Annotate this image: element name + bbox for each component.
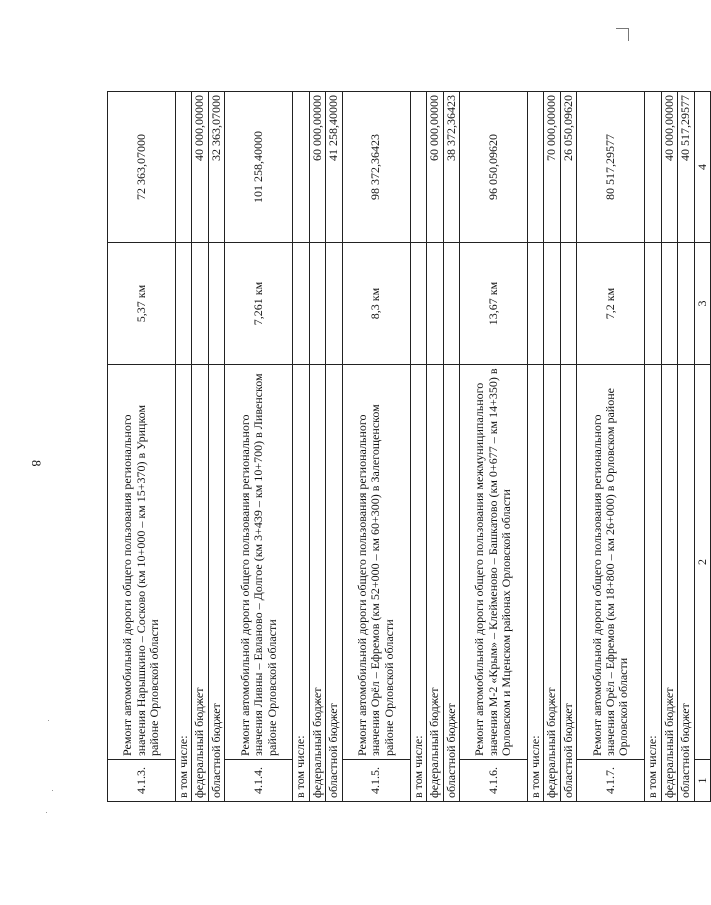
empty-cell	[208, 243, 224, 365]
table-row	[560, 92, 576, 802]
column-number-4: 4	[694, 92, 710, 243]
empty-cell	[176, 243, 192, 365]
row-number: 4.1.4.	[225, 760, 293, 802]
column-number-2: 2	[694, 365, 710, 760]
empty-cell	[645, 243, 661, 365]
empty-cell	[661, 243, 677, 365]
table-row	[108, 92, 176, 802]
empty-cell	[309, 243, 325, 365]
regional-budget-label: областной бюджет	[560, 365, 576, 802]
empty-cell	[192, 243, 208, 365]
empty-cell	[326, 243, 342, 365]
table-row	[678, 92, 694, 802]
table-row	[342, 92, 410, 802]
in-that-label: в том числе:	[527, 365, 543, 802]
rotated-table-container	[107, 92, 709, 802]
federal-budget-label: федеральный бюджет	[661, 365, 677, 802]
corner-crop-mark	[616, 28, 629, 41]
table-row	[410, 92, 426, 802]
scan-speck	[52, 790, 53, 791]
federal-budget-amount: 60 000,00000	[427, 92, 443, 243]
table-row	[309, 92, 325, 802]
road-description: Ремонт автомобильной дороги общего пользования регионального значения Ливны – Евланово – Долгое (км 3+439 – км 10+700) в Ливенском районе Орловской области	[225, 365, 293, 760]
total-amount: 98 372,36423	[342, 92, 410, 243]
road-description: Ремонт автомобильной дороги общего пользования регионального значения Орёл – Ефремов (км 52+000 – км 60+300) в Залегощенском районе Орловской области	[342, 365, 410, 760]
federal-budget-label: федеральный бюджет	[192, 365, 208, 802]
table-row	[293, 92, 309, 802]
column-number-row	[694, 92, 710, 802]
empty-cell	[293, 92, 309, 243]
road-length: 7,261 км	[225, 243, 293, 365]
table-row	[645, 92, 661, 802]
row-number: 4.1.3.	[108, 760, 176, 802]
road-length: 13,67 км	[459, 243, 527, 365]
regional-budget-label: областной бюджет	[208, 365, 224, 802]
federal-budget-amount: 60 000,00000	[309, 92, 325, 243]
road-length: 5,37 км	[108, 243, 176, 365]
road-description: Ремонт автомобильной дороги общего пользования регионального значения Орёл – Ефремов (км 18+800 – км 26+000) в Орловском районе Орловской области	[577, 365, 645, 760]
table-row	[208, 92, 224, 802]
column-number-1: 1	[694, 760, 710, 802]
regional-budget-label: областной бюджет	[443, 365, 459, 802]
federal-budget-label: федеральный бюджет	[544, 365, 560, 802]
regional-budget-amount: 40 517,29577	[678, 92, 694, 243]
table-row	[192, 92, 208, 802]
empty-cell	[410, 243, 426, 365]
in-that-label: в том числе:	[293, 365, 309, 802]
column-number-3: 3	[694, 243, 710, 365]
table-row	[225, 92, 293, 802]
regional-budget-label: областной бюджет	[326, 365, 342, 802]
total-amount: 101 258,40000	[225, 92, 293, 243]
empty-cell	[527, 92, 543, 243]
row-number: 4.1.6.	[459, 760, 527, 802]
row-number: 4.1.7.	[577, 760, 645, 802]
road-description: Ремонт автомобильной дороги общего пользования межмуниципального значения М-2 «Крым» – Клейменово – Башкатово (км 0+677 – км 14+350) в Орловском и Мценском районах Орловской области	[459, 365, 527, 760]
empty-cell	[544, 243, 560, 365]
federal-budget-label: федеральный бюджет	[427, 365, 443, 802]
table-row	[577, 92, 645, 802]
page-number: 8	[29, 460, 44, 467]
federal-budget-amount: 70 000,00000	[544, 92, 560, 243]
regional-budget-amount: 41 258,40000	[326, 92, 342, 243]
empty-cell	[176, 92, 192, 243]
in-that-label: в том числе:	[645, 365, 661, 802]
regional-budget-amount: 32 363,07000	[208, 92, 224, 243]
table-row	[443, 92, 459, 802]
table-row	[544, 92, 560, 802]
table-row	[326, 92, 342, 802]
road-repair-budget-table	[107, 91, 711, 802]
table-row	[459, 92, 527, 802]
empty-cell	[293, 243, 309, 365]
in-that-label: в том числе:	[410, 365, 426, 802]
empty-cell	[527, 243, 543, 365]
table-row	[527, 92, 543, 802]
regional-budget-label: областной бюджет	[678, 365, 694, 802]
regional-budget-amount: 38 372,36423	[443, 92, 459, 243]
empty-cell	[560, 243, 576, 365]
total-amount: 80 517,29577	[577, 92, 645, 243]
scan-speck	[46, 812, 47, 813]
table-row	[176, 92, 192, 802]
federal-budget-label: федеральный бюджет	[309, 365, 325, 802]
road-length: 7,2 км	[577, 243, 645, 365]
empty-cell	[410, 92, 426, 243]
empty-cell	[443, 243, 459, 365]
federal-budget-amount: 40 000,00000	[192, 92, 208, 243]
empty-cell	[427, 243, 443, 365]
table-row	[427, 92, 443, 802]
total-amount: 72 363,07000	[108, 92, 176, 243]
scan-speck	[48, 720, 49, 721]
empty-cell	[645, 92, 661, 243]
regional-budget-amount: 26 050,09620	[560, 92, 576, 243]
table-row	[661, 92, 677, 802]
road-description: Ремонт автомобильной дороги общего пользования регионального значения Нарышкино – Сосково (км 10+000 – км 15+370) в Урицком районе Орловской области	[108, 365, 176, 760]
in-that-label: в том числе:	[176, 365, 192, 802]
federal-budget-amount: 40 000,00000	[661, 92, 677, 243]
row-number: 4.1.5.	[342, 760, 410, 802]
road-length: 8,3 км	[342, 243, 410, 365]
total-amount: 96 050,09620	[459, 92, 527, 243]
empty-cell	[678, 243, 694, 365]
